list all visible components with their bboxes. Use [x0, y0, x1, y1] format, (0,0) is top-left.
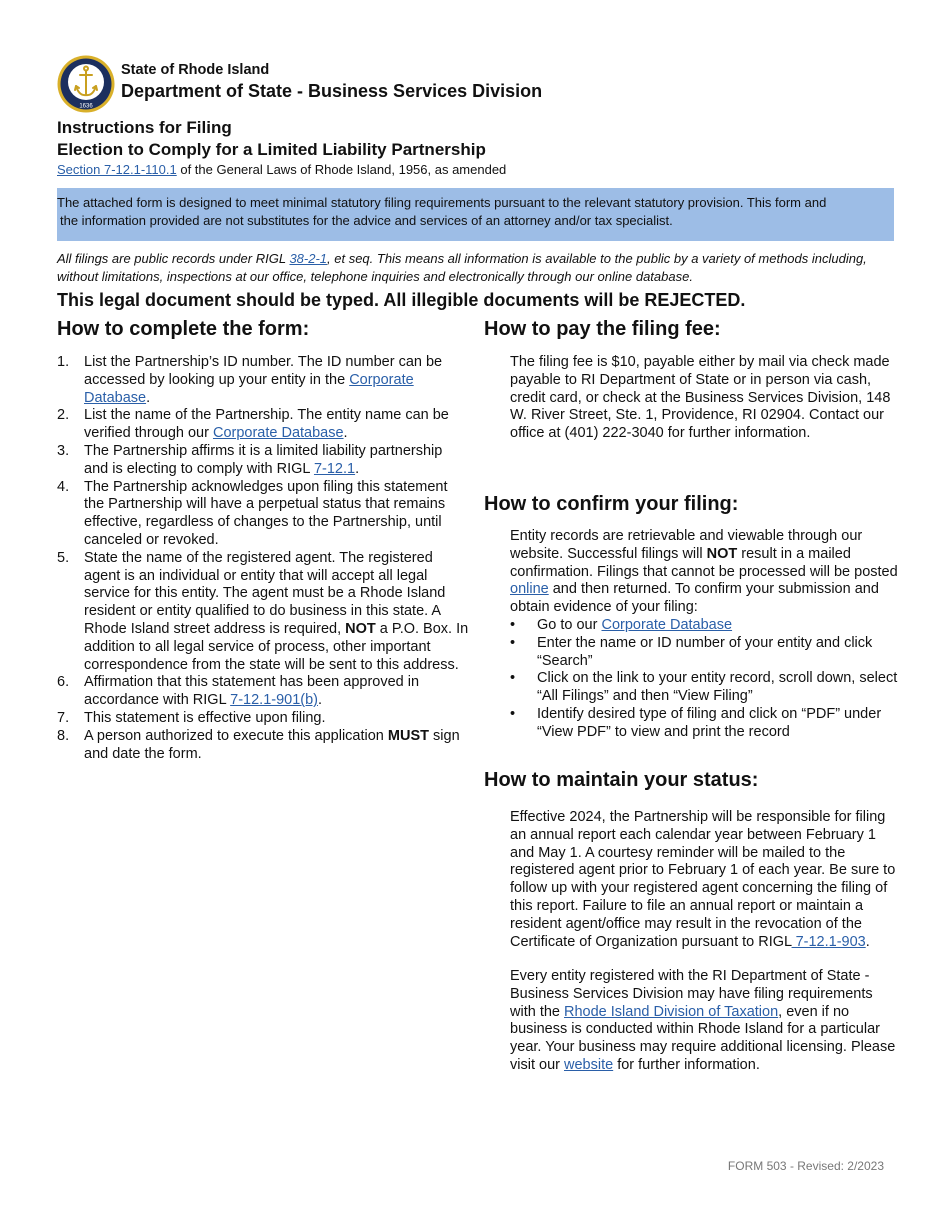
confirm-text-1: Entity records are retrievable and viewable through our website. Successful filings will	[510, 528, 863, 562]
step-number: 6.	[57, 674, 70, 691]
step-text-end: sign and date the form.	[84, 727, 460, 762]
step-number: 3.	[57, 442, 70, 459]
maintain-status-p2	[510, 968, 898, 1075]
complete-form-steps	[57, 354, 469, 763]
typed-notice: This legal document should be typed. All illegible documents will be REJECTED.	[57, 290, 746, 310]
confirm-steps-list	[510, 617, 898, 742]
corporate-database-link[interactable]: Corporate Database	[84, 371, 414, 406]
list-item	[57, 728, 469, 764]
list-item	[57, 710, 469, 728]
list-item	[57, 550, 469, 675]
step-emphasis: MUST	[387, 727, 429, 744]
bullet-icon: •	[510, 616, 516, 633]
step-text-end: .	[343, 425, 348, 442]
list-item	[57, 674, 469, 710]
bullet-text: Identify desired type of filing and click on “PDF” under “View PDF” to view and print the record	[537, 705, 882, 740]
disclaimer-line-2: the information provided are not substitutes for the advice and services of an attorney and/or tax specialist.	[60, 213, 673, 228]
bullet-text: Enter the name or ID number of your entity and click “Search”	[537, 634, 873, 669]
bullet-icon: •	[510, 705, 516, 722]
confirm-filing-text	[510, 528, 898, 617]
step-text: A person authorized to execute this application	[84, 727, 388, 744]
bullet-icon: •	[510, 670, 516, 687]
maintain-status-heading: How to maintain your status:	[484, 769, 759, 791]
maintain-text-1: Effective 2024, the Partnership will be responsible for filing an annual report each calendar year between February 1 and May 1. A courtesy reminder will be mailed to the registered agent prior to February 1 of each year. Be sure to follow up with your registered agent concerning the filing of this report. Failure to file an annual report or maintain a resident agent/office may result in the revocation of the Certificate of Organization pursuant to RIGL	[510, 809, 896, 950]
corporate-database-link[interactable]: Corporate Database	[601, 616, 733, 633]
bullet-text: Click on the link to your entity record, scroll down, select “All Filings” and then “View Filing”	[537, 670, 898, 705]
step-text: List the name of the Partnership. The entity name can be verified through our	[84, 407, 449, 442]
list-item	[57, 407, 469, 443]
step-text: The Partnership affirms it is a limited liability partnership and is electing to comply with RIGL	[84, 442, 443, 477]
confirm-text-2: result in a mailed confirmation. Filings that cannot be processed will be posted	[510, 545, 898, 580]
list-item	[510, 706, 898, 742]
step-text: This statement is effective upon filing.	[84, 709, 326, 726]
confirm-emphasis: NOT	[706, 545, 738, 562]
rigl-7-12-1-link[interactable]: 7-12.1	[313, 460, 356, 477]
step-number: 8.	[57, 727, 70, 744]
step-number: 2.	[57, 407, 70, 424]
public-records-text-2: , et seq. This means all information is available to the public by a variety of methods including, without limitations, inspections at our office, telephone inquiries and electronically through our online database.	[57, 251, 867, 284]
division-of-taxation-link[interactable]: Rhode Island Division of Taxation	[564, 1003, 779, 1020]
statute-reference	[57, 162, 506, 177]
list-item	[510, 670, 898, 706]
disclaimer-banner	[57, 188, 894, 241]
step-number: 7.	[57, 709, 70, 726]
step-text-end: a P.O. Box. In addition to all legal service of process, other important correspondence from the state will be sent to this address.	[84, 620, 469, 673]
confirm-filing-heading: How to confirm your filing:	[484, 493, 739, 515]
form-title: Election to Comply for a Limited Liability Partnership	[57, 140, 486, 159]
disclaimer-line-1: The attached form is designed to meet minimal statutory filing requirements pursuant to the relevant statutory provision. This form and	[57, 195, 827, 210]
confirm-text-3: and then returned. To confirm your submission and obtain evidence of your filing:	[510, 581, 879, 616]
department-name: Department of State - Business Services Division	[121, 81, 543, 101]
step-text-end: .	[355, 460, 360, 477]
public-records-notice	[57, 250, 887, 286]
rigl-7-12-1-901b-link[interactable]: 7-12.1-901(b)	[230, 692, 318, 709]
maintain-text-1-end: .	[865, 933, 870, 950]
list-item	[57, 479, 469, 550]
online-link[interactable]: online	[510, 581, 549, 598]
bullet-icon: •	[510, 634, 516, 651]
public-records-text: All filings are public records under RIGL	[57, 251, 290, 266]
step-number: 5.	[57, 549, 70, 566]
corporate-database-link[interactable]: Corporate Database	[212, 425, 344, 442]
step-text: List the Partnership’s ID number. The ID number can be accessed by looking up your entity in the	[84, 354, 443, 388]
form-revision-footer: FORM 503 - Revised: 2/2023	[727, 1159, 884, 1173]
maintain-text-3: , even if no business is conducted within Rhode Island for a particular year. Your business may require additional licensing. Please visit our	[510, 1003, 896, 1073]
list-item	[510, 617, 898, 635]
list-item	[510, 635, 898, 671]
rigl-38-2-1-link[interactable]: 38-2-1	[289, 251, 328, 266]
rhode-island-seal-icon	[57, 55, 115, 113]
confirm-filing-section	[510, 528, 898, 742]
list-item	[57, 443, 469, 479]
pay-fee-text: The filing fee is $10, payable either by mail via check made payable to RI Department of State or in person via cash, credit card, or check at the Business Services Division, 148 W. River Street, Ste. 1, Providence, RI 02904. Contact our office at (401) 222-3040 for further information.	[510, 354, 891, 442]
section-link[interactable]: Section 7-12.1-110.1	[57, 162, 177, 177]
instructions-title: Instructions for Filing	[57, 118, 232, 137]
list-item	[57, 354, 469, 407]
step-number: 4.	[57, 478, 70, 495]
step-text-end: .	[318, 692, 323, 709]
website-link[interactable]: website	[564, 1056, 614, 1073]
bullet-text: Go to our	[537, 616, 602, 633]
step-number: 1.	[57, 354, 70, 370]
step-text: State the name of the registered agent. The registered agent is an individual or entity that will accept all legal service for this entity. The agent must be a Rhode Island resident or entity qualified to do business in this state. A Rhode Island street address is required,	[84, 549, 446, 637]
step-text: The Partnership acknowledges upon filing this statement the Partnership will have a perpetual status that remains effective, regardless of changes to the Partnership, until canceled or revoked.	[84, 478, 448, 548]
maintain-text-4: for further information.	[613, 1056, 760, 1073]
complete-form-heading: How to complete the form:	[57, 318, 310, 340]
rigl-7-12-1-903-link[interactable]: 7-12.1-903	[791, 933, 866, 950]
step-text: Affirmation that this statement has been approved in accordance with RIGL	[84, 674, 420, 709]
state-name: State of Rhode Island	[121, 62, 270, 78]
step-text-end: .	[146, 389, 151, 406]
maintain-status-p1	[510, 809, 898, 951]
svg-text:1636: 1636	[79, 103, 93, 110]
pay-fee-heading: How to pay the filing fee:	[484, 318, 721, 340]
step-emphasis: NOT	[345, 620, 376, 637]
maintain-text-2: Every entity registered with the RI Department of State - Business Services Division may have filing requirements with the	[510, 968, 873, 1020]
statute-reference-text: of the General Laws of Rhode Island, 1956, as amended	[176, 162, 507, 177]
